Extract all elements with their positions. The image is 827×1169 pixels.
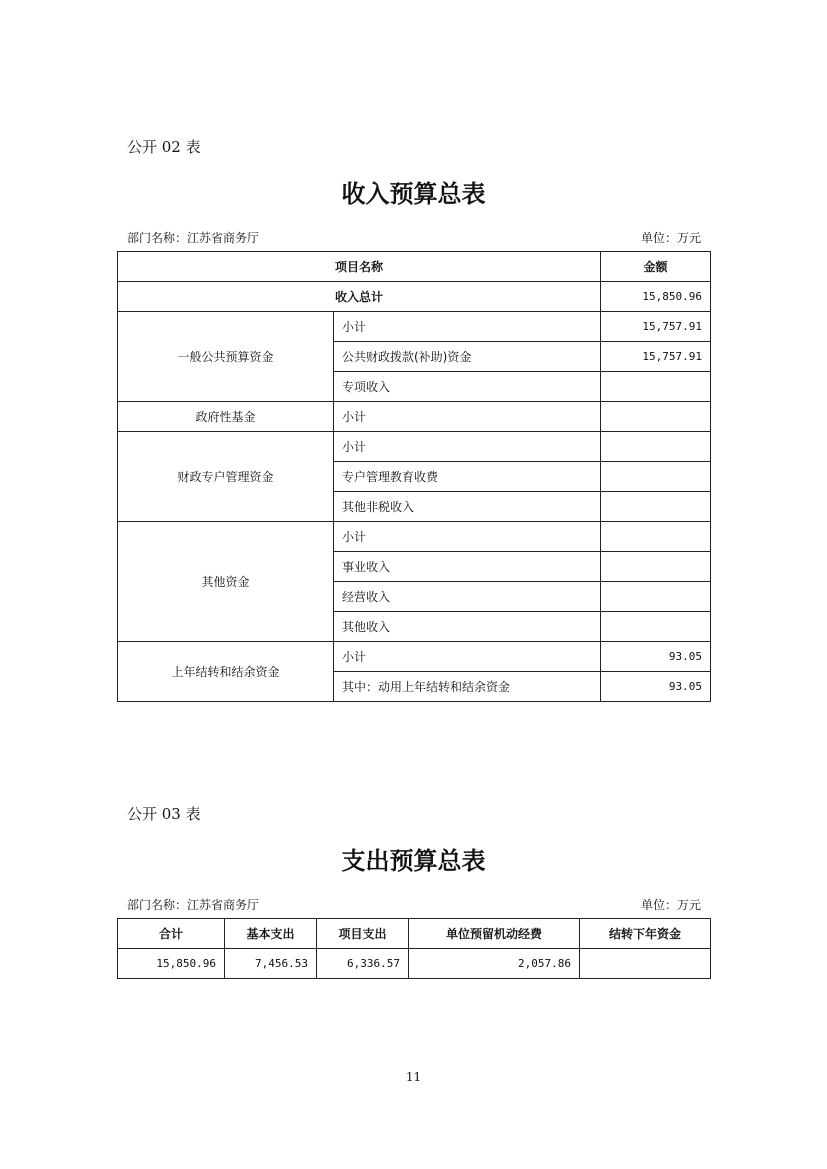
expense-header: 项目支出 (317, 919, 409, 949)
income-item-value (601, 552, 711, 582)
income-total-label: 收入总计 (118, 282, 601, 312)
expense-value: 15,850.96 (118, 949, 225, 979)
income-item-label: 其他收入 (334, 612, 601, 642)
expense-header: 结转下年资金 (580, 919, 711, 949)
income-item-label: 公共财政拨款(补助)资金 (334, 342, 601, 372)
income-item-value (601, 462, 711, 492)
income-table (117, 251, 711, 702)
income-group-name: 政府性基金 (118, 402, 334, 432)
table-row (118, 949, 711, 979)
income-group-name: 其他资金 (118, 522, 334, 642)
income-group-name: 上年结转和结余资金 (118, 642, 334, 702)
income-item-label: 专项收入 (334, 372, 601, 402)
income-item-value (601, 372, 711, 402)
expense-title: 支出预算总表 (341, 846, 486, 875)
table-row (118, 402, 711, 432)
expense-table (117, 918, 711, 979)
income-item-value: 93.05 (601, 642, 711, 672)
income-item-label: 小计 (334, 312, 601, 342)
table-row (118, 522, 711, 552)
page-number: 11 (405, 1070, 422, 1084)
income-item-label: 其他非税收入 (334, 492, 601, 522)
expense-header: 单位预留机动经费 (409, 919, 580, 949)
income-header-row (118, 252, 711, 282)
income-item-label: 其中：动用上年结转和结余资金 (334, 672, 601, 702)
expense-value: 7,456.53 (225, 949, 317, 979)
income-item-value: 15,757.91 (601, 312, 711, 342)
expense-value: 6,336.57 (317, 949, 409, 979)
income-item-label: 事业收入 (334, 552, 601, 582)
income-item-label: 专户管理教育收费 (334, 462, 601, 492)
income-item-value: 15,757.91 (601, 342, 711, 372)
table-row (118, 432, 711, 462)
expense-form-label: 公开 03 表 (127, 805, 201, 823)
income-unit: 单位：万元 (640, 231, 701, 245)
income-item-label: 小计 (334, 402, 601, 432)
income-dept: 部门名称：江苏省商务厅 (127, 231, 260, 245)
expense-unit: 单位：万元 (640, 898, 701, 912)
expense-value: 2,057.86 (409, 949, 580, 979)
expense-header: 基本支出 (225, 919, 317, 949)
income-group-name: 一般公共预算资金 (118, 312, 334, 402)
income-item-value (601, 522, 711, 552)
income-item-value (601, 582, 711, 612)
table-row (118, 642, 711, 672)
expense-header-row (118, 919, 711, 949)
expense-value (580, 949, 711, 979)
income-item-value: 93.05 (601, 672, 711, 702)
income-group-name: 财政专户管理资金 (118, 432, 334, 522)
income-item-label: 经营收入 (334, 582, 601, 612)
expense-header: 合计 (118, 919, 225, 949)
income-item-value (601, 612, 711, 642)
income-header-name: 项目名称 (118, 252, 601, 282)
income-item-label: 小计 (334, 432, 601, 462)
income-total-value: 15,850.96 (601, 282, 711, 312)
expense-dept: 部门名称：江苏省商务厅 (127, 898, 260, 912)
income-item-label: 小计 (334, 522, 601, 552)
income-form-label: 公开 02 表 (127, 138, 201, 156)
income-total-row (118, 282, 711, 312)
income-item-value (601, 432, 711, 462)
income-item-value (601, 402, 711, 432)
income-item-value (601, 492, 711, 522)
income-title: 收入预算总表 (341, 179, 486, 208)
table-row (118, 312, 711, 342)
income-item-label: 小计 (334, 642, 601, 672)
income-header-amount: 金额 (601, 252, 711, 282)
